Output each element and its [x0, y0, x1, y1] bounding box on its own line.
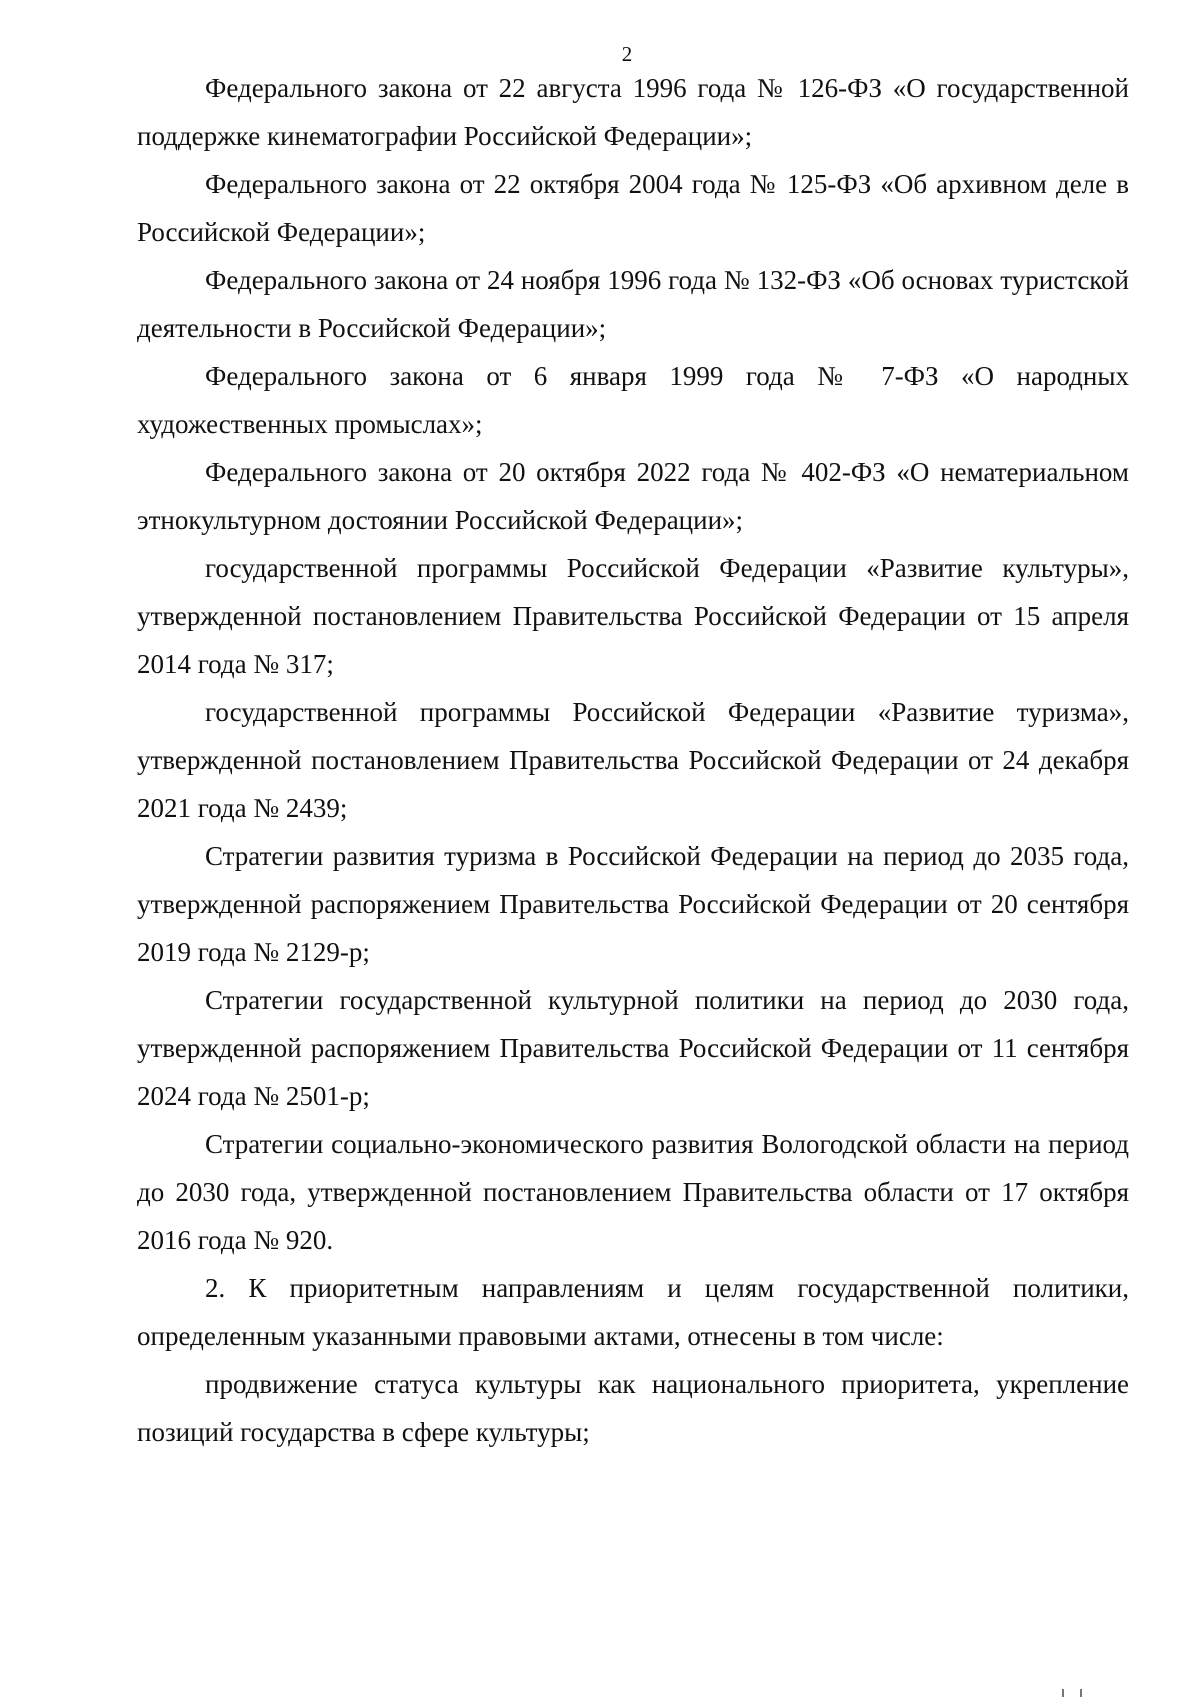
paragraph-priority-culture-status: продвижение статуса культуры как национального приоритета, укрепление позиций государства в сфере культуры; [137, 1369, 1129, 1447]
paragraph-program-culture: государственной программы Российской Федерации «Развитие культуры», утвержденной постановлением Правительства Российской Федерации от 15 апреля 2014 года № 317; [137, 553, 1129, 679]
paragraph-priorities: 2. К приоритетным направлениям и целям государственной политики, определенным указанными правовыми актами, отнесены в том числе: [137, 1273, 1129, 1351]
paragraph-strategy-vologda: Стратегии социально-экономического развития Вологодской области на период до 2030 года, утвержденной постановлением Правительства области от 17 октября 2016 года № 920. [137, 1129, 1129, 1255]
paragraph-law-402fz: Федерального закона от 20 октября 2022 года № 402-ФЗ «О нематериальном этнокультурном достоянии Российской Федерации»; [137, 457, 1129, 535]
scan-artifact-mark [1062, 1689, 1082, 1697]
paragraph-law-125fz: Федерального закона от 22 октября 2004 года № 125-ФЗ «Об архивном деле в Российской Федерации»; [137, 169, 1129, 247]
document-body [137, 64, 1129, 1456]
paragraph-law-132fz: Федерального закона от 24 ноября 1996 года № 132-ФЗ «Об основах туристской деятельности в Российской Федерации»; [137, 265, 1129, 343]
paragraph-strategy-culture: Стратегии государственной культурной политики на период до 2030 года, утвержденной распоряжением Правительства Российской Федерации от 11 сентября 2024 года № 2501-р; [137, 985, 1129, 1111]
paragraph-law-7fz: Федерального закона от 6 января 1999 года № 7-ФЗ «О народных художественных промыслах»; [137, 361, 1129, 439]
paragraph-strategy-tourism: Стратегии развития туризма в Российской Федерации на период до 2035 года, утвержденной распоряжением Правительства Российской Федерации от 20 сентября 2019 года № 2129-р; [137, 841, 1129, 967]
paragraph-law-126fz: Федерального закона от 22 августа 1996 года № 126-ФЗ «О государственной поддержке кинематографии Российской Федерации»; [137, 73, 1129, 151]
page-number: 2 [621, 42, 633, 66]
paragraph-program-tourism: государственной программы Российской Федерации «Развитие туризма», утвержденной постановлением Правительства Российской Федерации от 24 декабря 2021 года № 2439; [137, 697, 1129, 823]
